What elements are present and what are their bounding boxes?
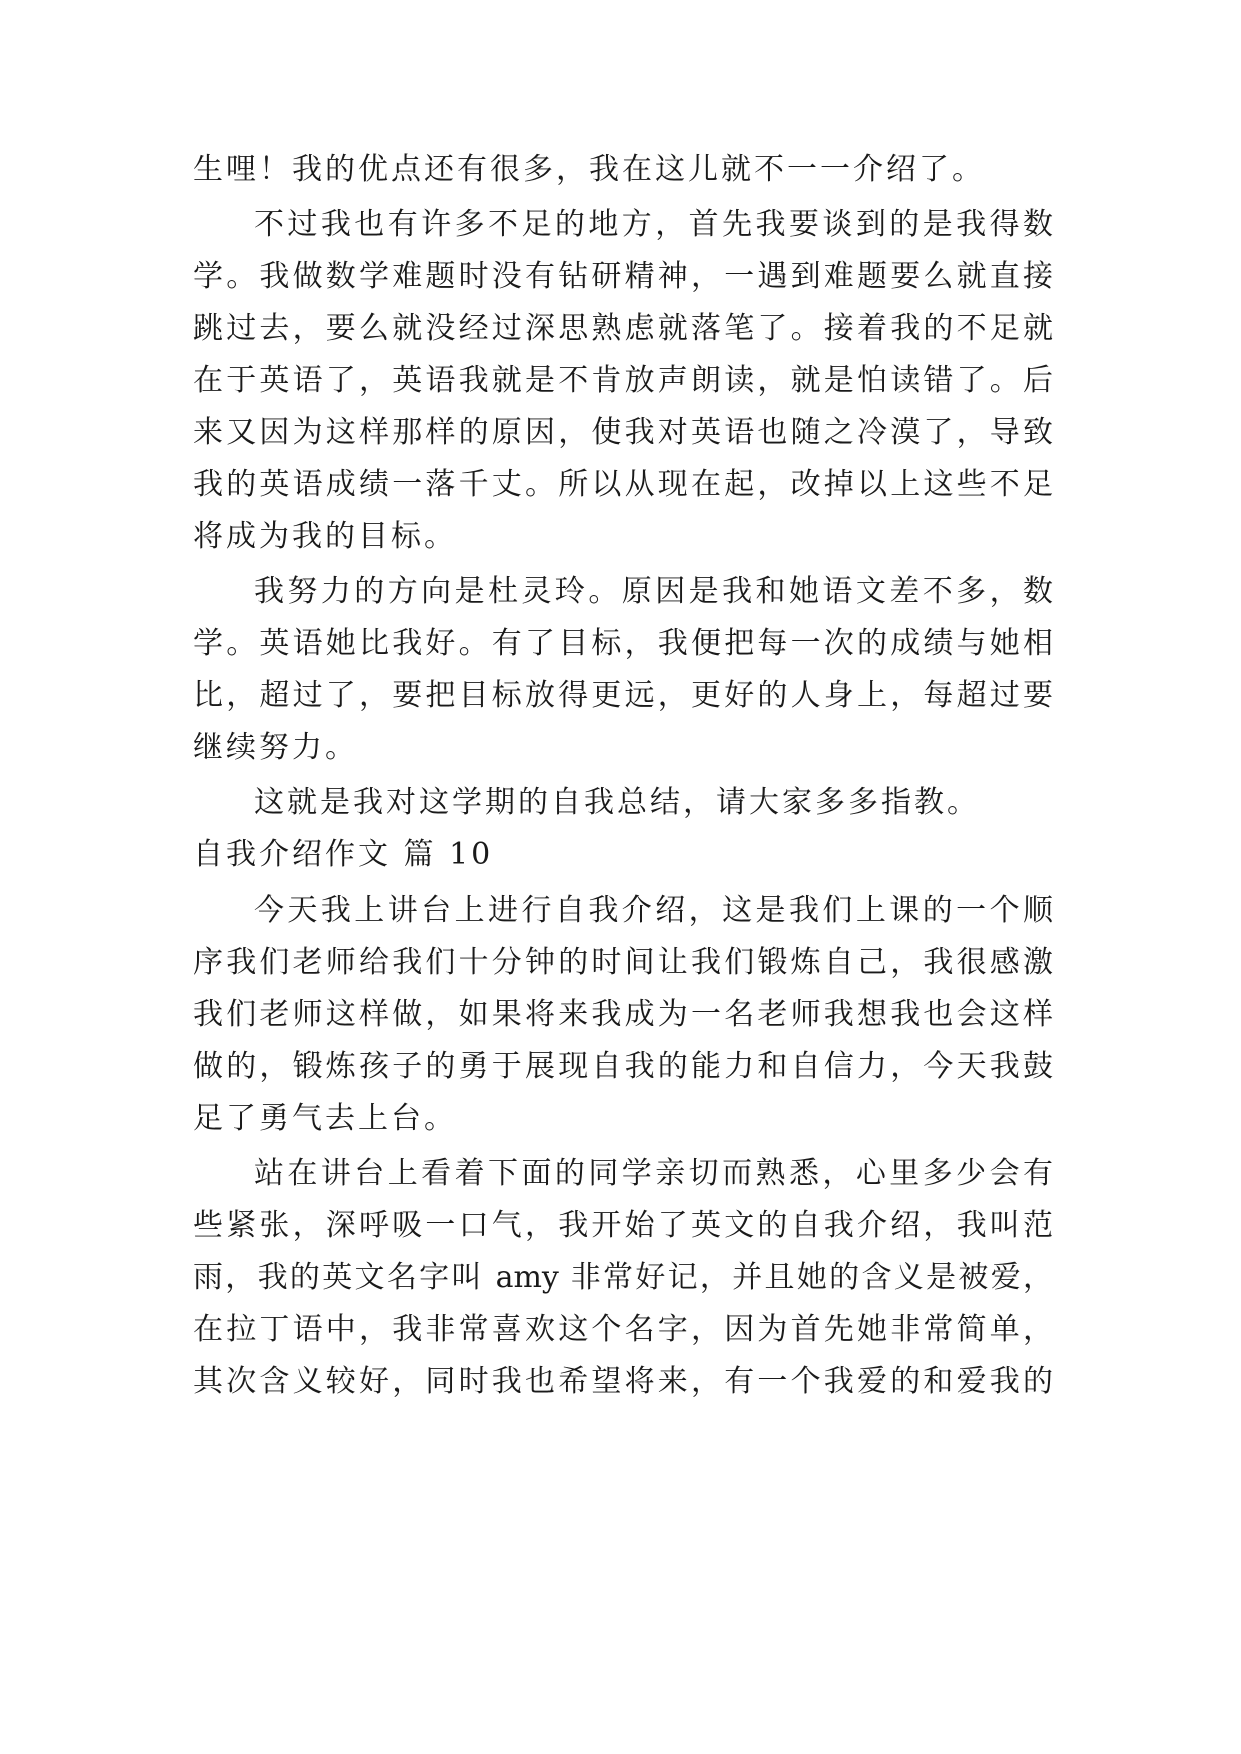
text-line: 做的，锻炼孩子的勇于展现自我的能力和自信力，今天我鼓	[193, 1049, 1053, 1084]
text-line: 比，超过了，要把目标放得更远，更好的人身上，每超过要	[193, 678, 1053, 713]
paragraph-first-line: 我努力的方向是杜灵玲。原因是我和她语文差不多，数	[254, 574, 1053, 609]
text-line: 学。英语她比我好。有了目标，我便把每一次的成绩与她相	[193, 626, 1053, 661]
text-line: 在拉丁语中，我非常喜欢这个名字，因为首先她非常简单，	[193, 1312, 1053, 1347]
text-line: 生哩！我的优点还有很多，我在这儿就不一一介绍了。	[193, 152, 985, 187]
section-heading: 自我介绍作文 篇 10	[193, 837, 494, 872]
paragraph-first-line: 站在讲台上看着下面的同学亲切而熟悉，心里多少会有	[254, 1156, 1053, 1191]
text-line: 学。我做数学难题时没有钻研精神，一遇到难题要么就直接	[193, 259, 1053, 294]
text-line: 序我们老师给我们十分钟的时间让我们锻炼自己，我很感激	[193, 945, 1053, 980]
paragraph-first-line: 今天我上讲台上进行自我介绍，这是我们上课的一个顺	[254, 893, 1053, 928]
text-line: 我的英语成绩一落千丈。所以从现在起，改掉以上这些不足	[193, 467, 1053, 502]
text-line: 将成为我的目标。	[193, 519, 457, 554]
text-line: 些紧张，深呼吸一口气，我开始了英文的自我介绍，我叫范	[193, 1208, 1053, 1243]
text-line: 雨，我的英文名字叫 amy 非常好记，并且她的含义是被爱，	[193, 1260, 1053, 1295]
text-line: 足了勇气去上台。	[193, 1101, 457, 1136]
paragraph-first-line: 这就是我对这学期的自我总结，请大家多多指教。	[254, 785, 980, 820]
text-line: 继续努力。	[193, 730, 358, 765]
text-line: 在于英语了，英语我就是不肯放声朗读，就是怕读错了。后	[193, 363, 1053, 398]
text-line: 跳过去，要么就没经过深思熟虑就落笔了。接着我的不足就	[193, 311, 1053, 346]
text-line: 来又因为这样那样的原因，使我对英语也随之冷漠了，导致	[193, 415, 1053, 450]
text-line: 我们老师这样做，如果将来我成为一名老师我想我也会这样	[193, 997, 1053, 1032]
paragraph-first-line: 不过我也有许多不足的地方，首先我要谈到的是我得数	[254, 207, 1053, 242]
text-line: 其次含义较好，同时我也希望将来，有一个我爱的和爱我的	[193, 1364, 1053, 1399]
